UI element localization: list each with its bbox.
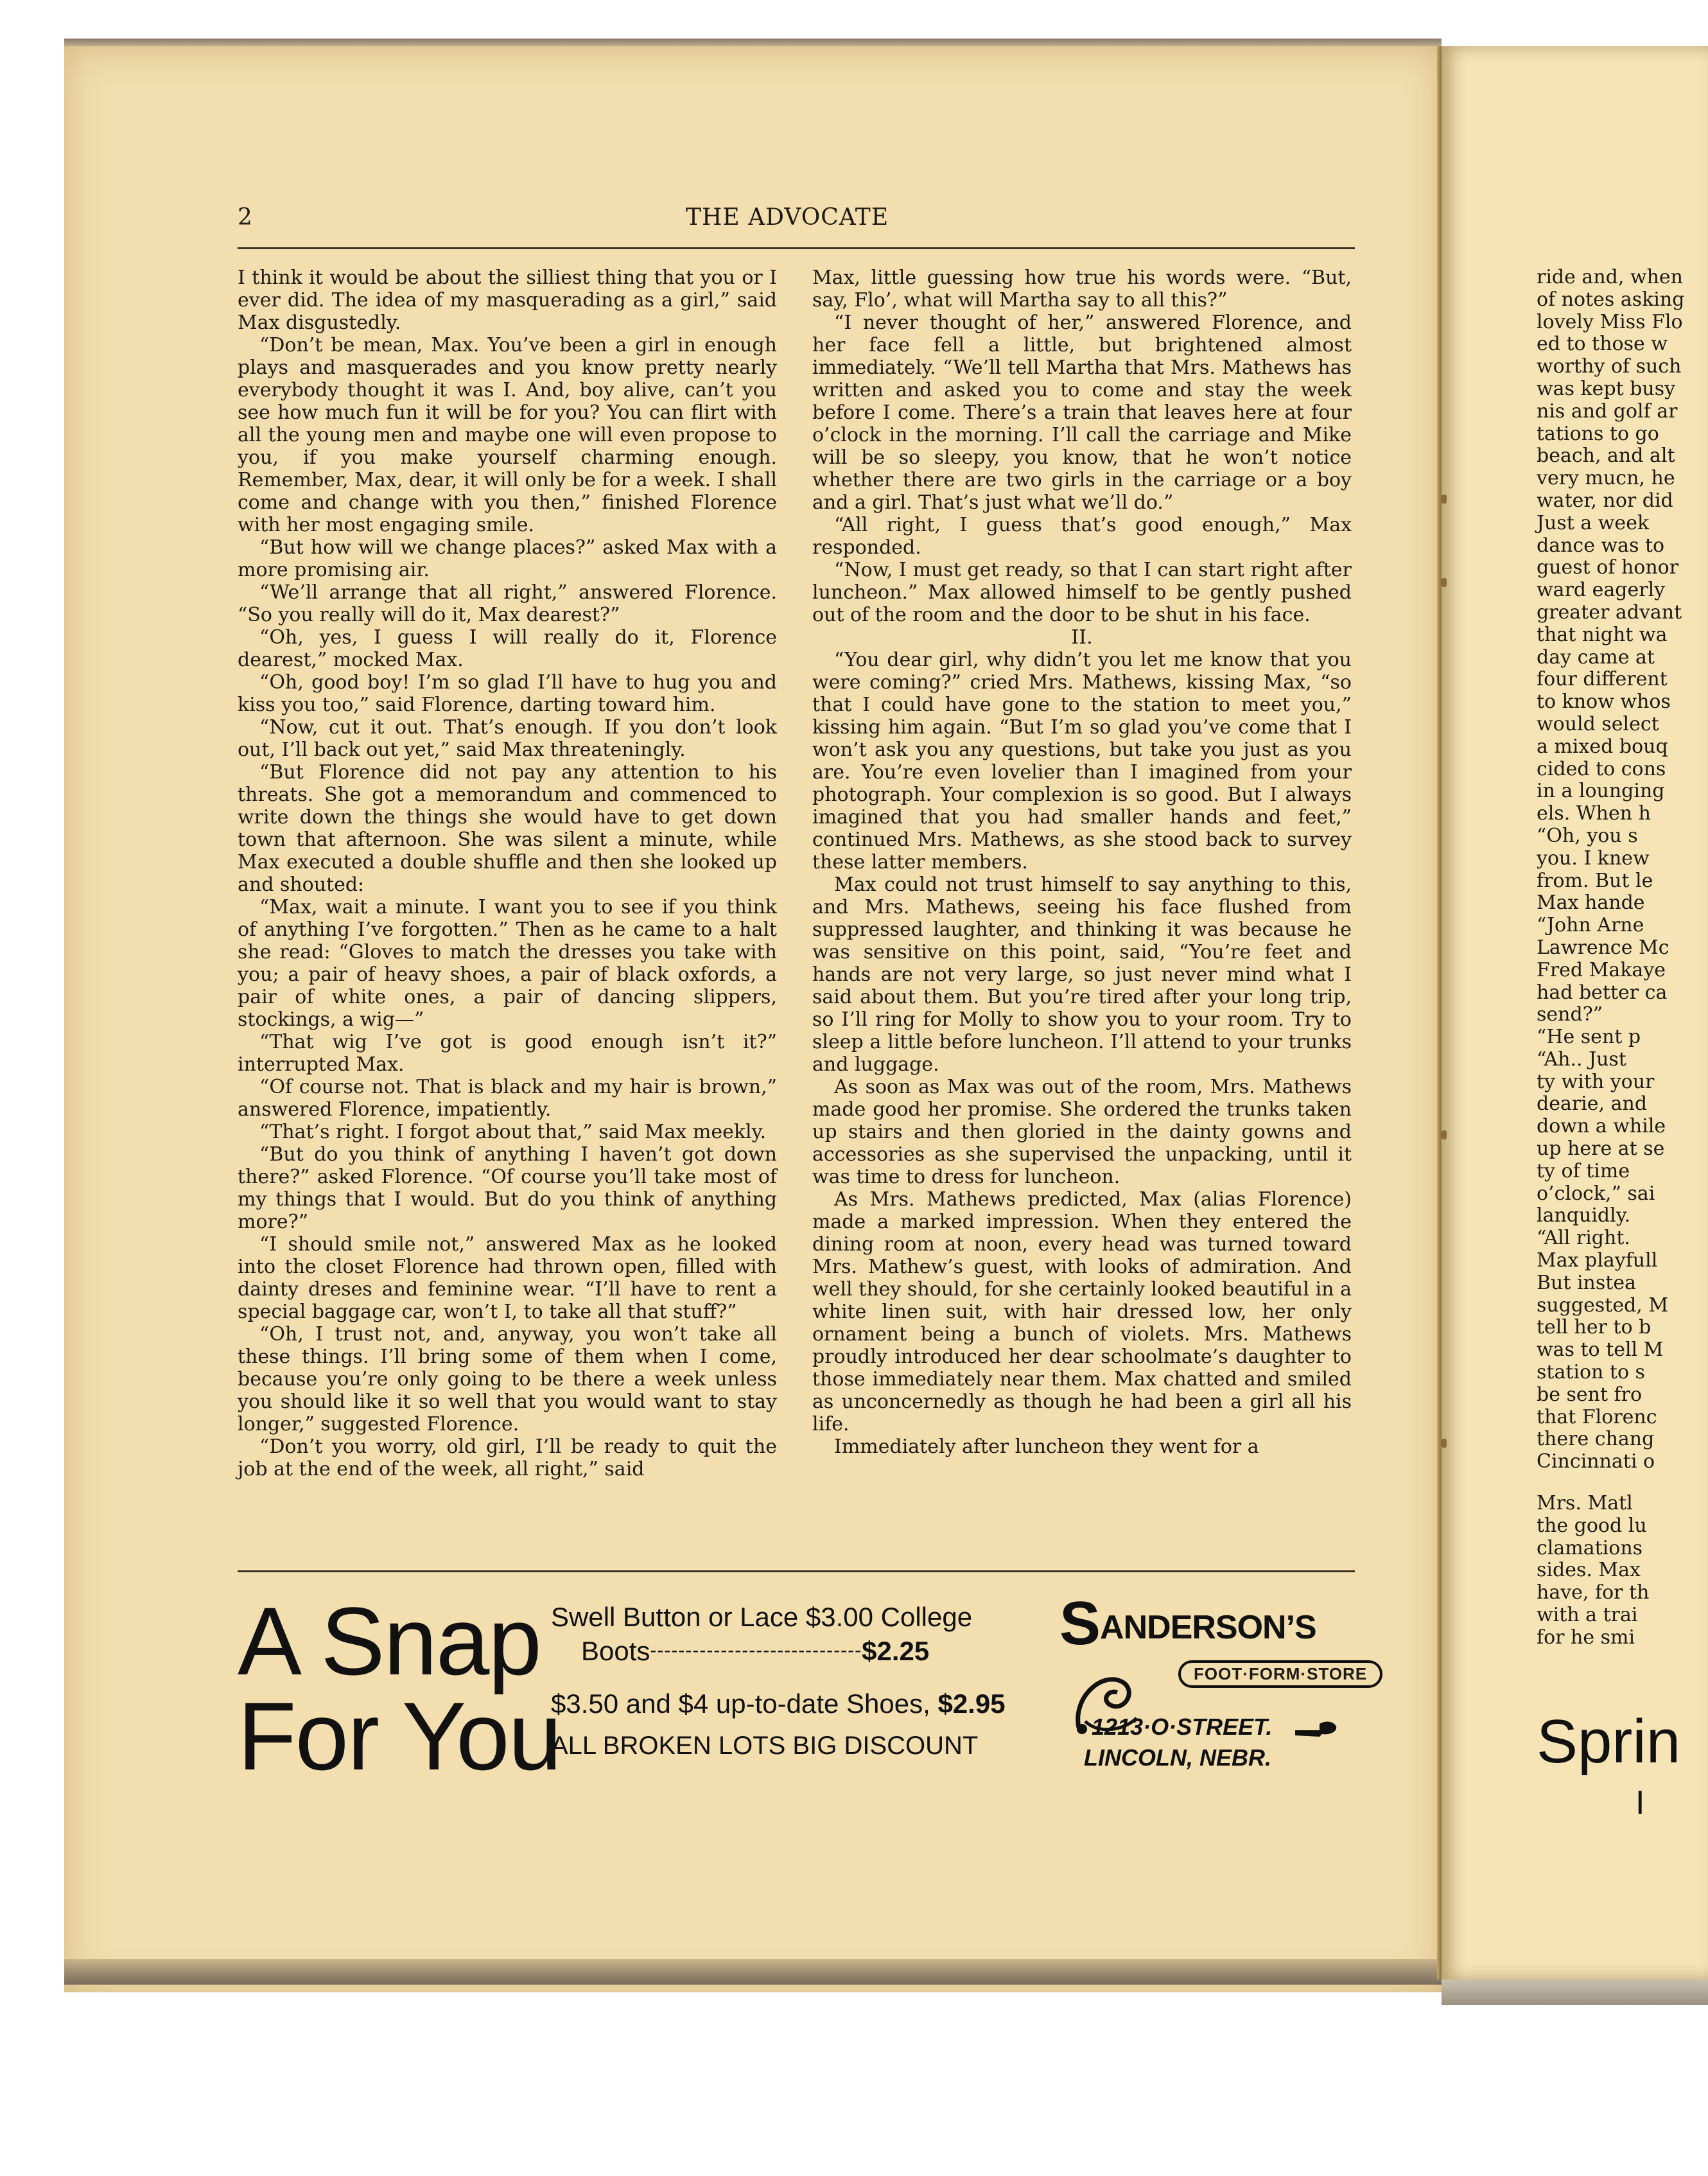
- next-page-line: Mrs. Matl: [1537, 1492, 1633, 1515]
- next-page-line: up here at se: [1537, 1137, 1665, 1161]
- next-page-line: would select: [1537, 712, 1659, 735]
- paragraph: “That’s right. I forgot about that,” said Max meekly.: [259, 1121, 767, 1143]
- next-page-line: of notes asking: [1537, 288, 1685, 311]
- next-page-line: clamations: [1537, 1536, 1643, 1559]
- paragraph: “Oh, good boy! I’m so glad I’ll have to hug you and kiss you too,” said Florence, darting toward him.: [238, 671, 777, 716]
- next-page-line: ty of time: [1537, 1159, 1630, 1182]
- next-page-line: sides. Max: [1537, 1559, 1641, 1582]
- header-rule: [238, 247, 1355, 249]
- advert-rule: [238, 1570, 1355, 1572]
- binding-mark: [1442, 578, 1447, 587]
- paragraph: “I never thought of her,” answered Florence, and her face fell a little, but brightened almost immediately. “We’ll tell Martha that Mrs. Mathews has written and asked you to come and stay the week before I come. There’s a train that leaves here at four o’clock in the morning. I’ll call the carriage and Mike will be so sleepy, you know, that he won’t notice whether there are two girls in the carriage or a boy and a girl. That’s just what we’ll do.”: [812, 311, 1352, 514]
- next-page-line: to know whos: [1537, 690, 1671, 714]
- next-page-line: suggested, M: [1537, 1294, 1669, 1317]
- next-page-line: els. When h: [1537, 802, 1651, 825]
- ad-price-shoes: $2.95: [937, 1689, 1006, 1719]
- next-page-line: “John Arne: [1537, 914, 1644, 937]
- next-page-line: ward eagerly: [1537, 579, 1666, 602]
- next-page-line: greater advant: [1537, 601, 1682, 624]
- paragraph: Immediately after luncheon they went for a: [834, 1435, 1259, 1458]
- next-page-advert-text-2: I: [1635, 1784, 1645, 1821]
- publication-title: THE ADVOCATE: [686, 204, 889, 231]
- store-street: 1213·O·STREET.: [1092, 1714, 1273, 1740]
- pointing-hand-icon: [1294, 1715, 1339, 1743]
- next-page-column: [1537, 267, 1708, 1649]
- paragraph: “All right, I guess that’s good enough,” Max responded.: [812, 514, 1352, 559]
- next-page-line: Max playfull: [1537, 1249, 1658, 1272]
- next-page-line: be sent fro: [1537, 1383, 1643, 1406]
- next-page-line: down a while: [1537, 1115, 1666, 1138]
- next-page-line: was kept busy: [1537, 377, 1676, 400]
- article-column-right: [812, 267, 1352, 1458]
- next-page-line: nis and golf ar: [1537, 399, 1678, 423]
- next-page-line: that night wa: [1537, 623, 1668, 646]
- next-page-line: water, nor did: [1537, 489, 1673, 512]
- ad-line-3-text: $3.50 and $4 up-to-date Shoes,: [551, 1689, 930, 1719]
- next-page-line: Lawrence Mc: [1537, 936, 1669, 959]
- next-page-line: But instea: [1537, 1271, 1636, 1294]
- binding-mark: [1442, 1439, 1447, 1448]
- paragraph: “That wig I’ve got is good enough isn’t it?” interrupted Max.: [238, 1031, 777, 1076]
- section-heading: II.: [1071, 626, 1093, 649]
- next-page-line: in a lounging: [1537, 780, 1665, 803]
- paragraph: “Oh, I trust not, and, anyway, you won’t take all these things. I’ll bring some of them when I come, because you’re only going to be there a week unless you should like it so well that you would want to stay longer,” suggested Florence.: [238, 1323, 777, 1435]
- paragraph: “Of course not. That is black and my hair is brown,” answered Florence, impatiently.: [238, 1076, 777, 1121]
- next-page-line: from. But le: [1537, 869, 1653, 892]
- next-page-advert-text: Sprin: [1537, 1707, 1681, 1776]
- paragraph: “We’ll arrange that all right,” answered Florence. “So you really will do it, Max dearest?”: [238, 581, 777, 626]
- store-city: LINCOLN, NEBR.: [1084, 1744, 1271, 1771]
- next-page-line: cided to cons: [1537, 757, 1666, 780]
- next-page-line: with a trai: [1537, 1604, 1638, 1627]
- ad-leader-dots: ------------------------------: [650, 1640, 862, 1661]
- ad-headline-2: For You: [238, 1682, 561, 1790]
- next-page-line: worthy of such: [1537, 355, 1682, 378]
- next-page-line: beach, and alt: [1537, 444, 1675, 468]
- paragraph: I think it would be about the silliest thing that you or I ever did. The idea of my masquerading as a girl,” said Max disgustedly.: [238, 267, 777, 334]
- next-page-line: was to tell M: [1537, 1338, 1664, 1362]
- next-page-line: tell her to b: [1537, 1316, 1651, 1339]
- paragraph: “But how will we change places?” asked Max with a more promising air.: [238, 536, 777, 581]
- right-page-bottom-edge: [1442, 1979, 1708, 2005]
- next-page-line: ty with your: [1537, 1070, 1655, 1093]
- store-badge: FOOT·FORM·STORE: [1178, 1660, 1382, 1688]
- next-page-line: tations to go: [1537, 422, 1659, 445]
- page-bottom-edge: [64, 1959, 1442, 1985]
- ad-line-4: ALL BROKEN LOTS BIG DISCOUNT: [551, 1732, 979, 1760]
- paragraph: “But do you think of anything I haven’t got down there?” asked Florence. “Of course you’ll take most of my things that I would. But do you think of anything more?”: [238, 1143, 777, 1233]
- next-page-line: guest of honor: [1537, 556, 1679, 579]
- paragraph: “I should smile not,” answered Max as he looked into the closet Florence had thrown open, filled with dainty dreses and feminine wear. “I’ll have to rent a special baggage car, won’t I, to take all that stuff?”: [238, 1233, 777, 1323]
- paragraph: “Max, wait a minute. I want you to see if you think of anything I’ve forgotten.” Then as he came to a halt she read: “Gloves to match the dresses you take with you; a pair of heavy shoes, a pair of black oxfords, a pair of white ones, a pair of dancing slippers, stockings, a wig—”: [238, 896, 777, 1031]
- next-page-line: for he smi: [1537, 1626, 1635, 1649]
- paragraph: Max could not trust himself to say anything to this, and Mrs. Mathews, seeing his face flushed from suppressed laughter, and thinking it was because he was sensitive on this point, said, “You’re feet and hands are not very large, so just never mind what I said about them. But you’re tired after your long trip, so I’ll ring for Molly to show you to your room. Try to sleep a little before luncheon. I’ll attend to your trunks and luggage.: [812, 873, 1352, 1076]
- paragraph: “You dear girl, why didn’t you let me know that you were coming?” cried Mrs. Mathews, kissing Max, “so that I could have gone to the station to meet you,” kissing him again. “But I’m so glad you’ve come that I won’t ask you any questions, but take you just as you are. You’re even lovelier than I imagined from your photograph. Your complexion is so good. But I always imagined that you had smaller hands and feet,” continued Mrs. Mathews, as she stood back to survey these latter members.: [812, 649, 1352, 873]
- paragraph: “Don’t be mean, Max. You’ve been a girl in enough plays and masquerades and you know pretty nearly everybody thought it was I. And, boy alive, can’t you see how much fun it will be for you? You can flirt with all the young men and maybe one will even propose to you, if you make yourself charming enough. Remember, Max, dear, it will only be for a week. I shall come and change with you then,” finished Florence with her most engaging smile.: [238, 334, 777, 536]
- ad-line-1: Swell Button or Lace $3.00 College: [551, 1602, 973, 1632]
- paragraph: “But Florence did not pay any attention to his threats. She got a memorandum and commenced to write down the things she would have to get down town that afternoon. She was silent a minute, while Max executed a double shuffle and then she looked up and shouted:: [238, 761, 777, 896]
- next-page-line: that Florenc: [1537, 1405, 1657, 1428]
- paragraph: “Now, cut it out. That’s enough. If you don’t look out, I’ll back out yet,” said Max threateningly.: [238, 716, 777, 761]
- next-page-line: ride and, when: [1537, 266, 1683, 288]
- next-page-line: the good lu: [1537, 1514, 1647, 1537]
- paragraph: As soon as Max was out of the room, Mrs. Mathews made good her promise. She ordered the trunks taken up stairs and then gloried in the dainty gowns and accessories as she supervised the unpacking, until it was time to dress for luncheon.: [812, 1076, 1352, 1188]
- next-page-line: lovely Miss Flo: [1537, 310, 1683, 333]
- next-page-line: “He sent p: [1537, 1026, 1641, 1049]
- next-page-line: you. I knew: [1537, 847, 1650, 870]
- next-page-line: very mucn, he: [1537, 467, 1675, 490]
- next-page-line: station to s: [1537, 1361, 1645, 1384]
- next-page-line: a mixed bouq: [1537, 735, 1668, 758]
- next-page-line: there chang: [1537, 1428, 1655, 1451]
- ad-line-2: [581, 1636, 929, 1669]
- paragraph: Max, little guessing how true his words were. “But, say, Flo’, what will Martha say to all this?”: [812, 267, 1352, 311]
- binding-mark: [1442, 495, 1447, 504]
- right-page: [1442, 46, 1708, 1979]
- store-initial: S: [1059, 1589, 1101, 1658]
- next-page-line: Max hande: [1537, 891, 1645, 915]
- next-page-line: dearie, and: [1537, 1092, 1648, 1116]
- next-page-line: send?”: [1537, 1003, 1603, 1026]
- store-name: [1059, 1589, 1316, 1658]
- paragraph: “Now, I must get ready, so that I can start right after luncheon.” Max allowed himself to be gently pushed out of the room and the door to be shut in his face.: [812, 559, 1352, 626]
- paragraph: As Mrs. Mathews predicted, Max (alias Florence) made a marked impression. When they entered the dining room at noon, every head was turned toward Mrs. Mathew’s guest, with looks of admiration. And well they should, for she certainly looked beautiful in a white linen suit, with hair dressed low, her only ornament being a bunch of violets. Mrs. Mathews proudly introduced her dear schoolmate’s daughter to those immediately near them. Max chatted and smiled as unconcernedly as though he had been a girl all his life.: [812, 1188, 1352, 1435]
- next-page-line: ed to those w: [1537, 333, 1668, 356]
- next-page-line: o’clock,” sai: [1537, 1182, 1655, 1205]
- next-page-line: lanquidly.: [1537, 1204, 1631, 1227]
- next-page-line: “Oh, you s: [1537, 824, 1638, 847]
- ad-price-boots: $2.25: [862, 1636, 930, 1666]
- ad-headline-1: A Snap: [238, 1587, 541, 1695]
- next-page-line: “All right.: [1537, 1227, 1630, 1250]
- next-page-line: have, for th: [1537, 1581, 1650, 1604]
- next-page-line: four different: [1537, 668, 1668, 691]
- next-page-line: Cincinnati o: [1537, 1450, 1655, 1473]
- next-page-line: Fred Makaye: [1537, 958, 1666, 981]
- ad-line-3: [551, 1689, 1006, 1719]
- next-page-line: “Ah.. Just: [1537, 1048, 1626, 1071]
- next-page-line: dance was to: [1537, 534, 1665, 557]
- ad-line-2-text: Boots: [581, 1636, 650, 1666]
- next-page-line: had better ca: [1537, 981, 1668, 1004]
- page-number: 2: [238, 204, 253, 231]
- binding-mark: [1442, 1130, 1447, 1139]
- next-page-line: Just a week: [1537, 511, 1650, 534]
- paragraph: “Oh, yes, I guess I will really do it, Florence dearest,” mocked Max.: [238, 626, 777, 671]
- next-page-line: day came at: [1537, 645, 1655, 669]
- paragraph: “Don’t you worry, old girl, I’ll be ready to quit the job at the end of the week, all right,” said: [238, 1435, 777, 1480]
- store-name-rest: ANDERSON’S: [1100, 1609, 1316, 1646]
- article-column-left: [238, 267, 777, 1480]
